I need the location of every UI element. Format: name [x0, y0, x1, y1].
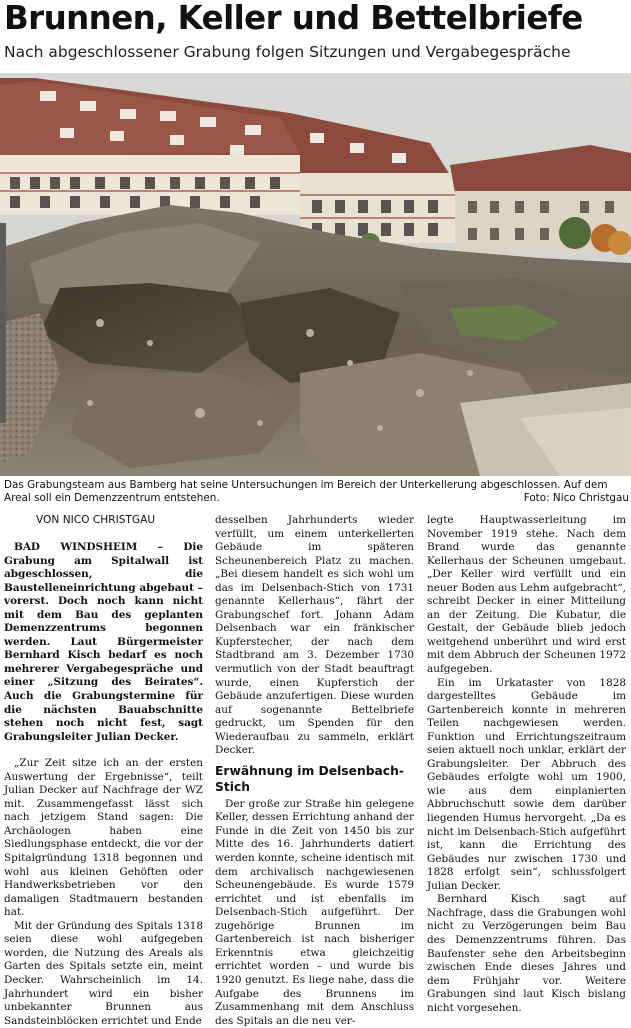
- excavation-photo: [0, 73, 631, 476]
- body-paragraph: Ein im Urkataster von 1828 dargestelltes Gebäude im Gartenbereich konnte in mehreren Teilen nachgewiesen werden. Funktion und Errichtungszeitraum seien aktuell noch unklar, erklärt der Grabungsleiter. Der Abbruch des Gebäudes erfolgte wohl um 1900, wie aus dem einplanierten Abbruchschutt sowie dem darüber liegenden Humus hervorgeht. „Da es nicht im Delsenbach-Stich aufgeführt ist, kann die Errichtung des Gebäudes nur zwischen 1730 und 1828 erfolgt sein“, schlussfolgert Julian Decker.: [427, 676, 626, 892]
- photo-caption: [4, 479, 629, 505]
- column-3: [427, 514, 626, 1014]
- lead-paragraph: BAD WINDSHEIM – Die Grabung am Spitalwall ist abgeschlossen, die Baustelleneinrichtung abgebaut – vorerst. Doch noch kann nicht mit dem Bau des geplanten Demenzzentrums begonnen werden. Laut Bürgermeister Bernhard Kisch bedarf es noch mehrerer Vergabegespräche und einer „Sitzung des Beirates“. Auch die Grabungstermine für die nächsten Bauabschnitte stehen noch nicht fest, sagt Grabungsleiter Julian Decker.: [4, 541, 203, 743]
- column-1: [4, 514, 203, 1027]
- body-paragraph: Bernhard Kisch sagt auf Nachfrage, dass die Grabungen wohl nicht zu Verzögerungen beim Bau des Demenzzentrums führen. Das Baufenster sehe den Arbeitsbeginn zwischen Ende dieses Jahres und dem Frühjahr vor. Weitere Grabungen sind laut Kisch bislang nicht vorgesehen.: [427, 893, 626, 1014]
- body-paragraph: Der große zur Straße hin gelegene Keller, dessen Errichtung anhand der Funde in die Zeit von 1450 bis zur Mitte des 16. Jahrhunderts datiert werden konnte, scheine identisch mit dem archivalisch nachgewiesenen Scheunengebäude. Es wurde 1579 errichtet und ist ebenfalls im Delsenbach-Stich aufgeführt. Der zugehörige Brunnen im Gartenbereich ist nach bisheriger Erkenntnis etwa gleichzeitig errichtet worden – und wurde bis 1920 genutzt. Es liege nahe, dass die Aufgabe des Brunnens im Zusammenhang mit dem Anschluss des Spitals an die neu ver-: [215, 797, 414, 1027]
- body-paragraph: „Zur Zeit sitze ich an der ersten Auswertung der Ergebnisse“, teilt Julian Decker auf Nachfrage der WZ mit. Zusammengefasst lässt sich nach jetzigem Stand sagen: Die Archäologen haben eine Siedlungsphase entdeckt, die vor der Spitalgründung 1318 begonnen und wohl aus kleinen Gehöften oder Handwerksbetrieben vor den damaligen Stadtmauern bestanden hat.: [4, 757, 203, 919]
- body-paragraph: Mit der Gründung des Spitals 1318 seien diese wohl aufgegeben worden, die Nutzung des Areals als Garten des Spitals setzte ein, meint Decker. Wahrscheinlich im 14. Jahrhundert wird ein bisher unbekannter Brunnen aus Sandsteinblöcken errichtet und Ende: [4, 919, 203, 1027]
- headline: Brunnen, Keller und Bettelbriefe: [4, 0, 583, 37]
- column-2: [215, 514, 414, 1027]
- article-photo: [0, 73, 631, 476]
- subheadline: Nach abgeschlossener Grabung folgen Sitzungen und Vergabegespräche: [4, 43, 571, 61]
- section-heading: Erwähnung im Delsenbach-Stich: [215, 763, 404, 794]
- byline: VON NICO CHRISTGAU: [36, 514, 156, 526]
- body-paragraph: desselben Jahrhunderts wieder verfüllt, um einem unterkellerten Gebäude im späteren Scheunenbereich Platz zu machen. „Bei diesem handelt es sich wohl um das im Delsenbach-Stich von 1731 genannte Kellerhaus“, fährt der Grabungschef fort. Johann Adam Delsenbach war ein fränkischer Kupferstecher, der nach dem Stadtbrand am 3. Dezember 1730 vermutlich von der Stadt beauftragt wurde, einen Kupferstich der Gebäude anzufertigen. Diese wurden auf sogenannte Bettelbriefe gedruckt, um Spenden für den Wiederaufbau zu sammeln, erklärt Decker.: [215, 514, 414, 757]
- caption-text: Das Grabungsteam aus Bamberg hat seine Untersuchungen im Bereich der Unterkellerung abgeschlossen. Auf dem Areal soll ein Demenzzentrum entstehen.: [4, 479, 608, 504]
- body-paragraph: legte Hauptwasserleitung im November 1919 stehe. Nach dem Brand wurde das genannte Kellerhaus der Scheunen umgebaut. „Der Keller wird verfüllt und ein neuer Boden aus Lehm aufgebracht“, schreibt Decker in einer Mitteilung an der Zeitung. Die Kubatur, die Gestalt, der Gebäude blieb jedoch weitgehend unberührt und wird erst mit dem Abbruch der Scheunen 1972 aufgegeben.: [427, 514, 626, 676]
- photo-credit: Foto: Nico Christgau: [523, 492, 629, 504]
